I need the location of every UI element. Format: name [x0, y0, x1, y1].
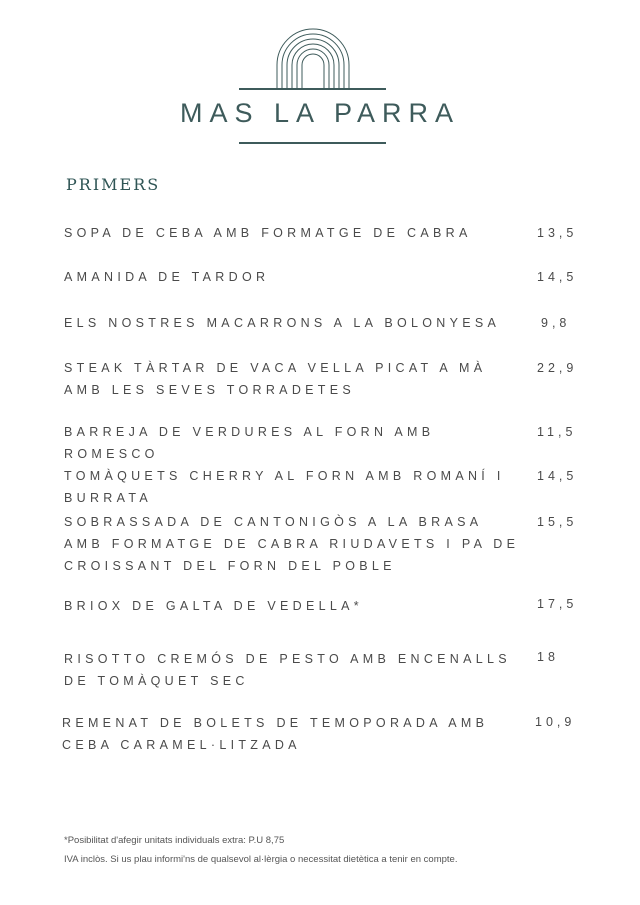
vat-note: IVA inclòs. Si us plau informi'ns de qualsevol al·lèrgia o necessitat dietètica a tenir en compte.	[64, 854, 458, 865]
section-title: PRIMERS	[66, 175, 161, 194]
menu-item-name: SOBRASSADA DE CANTONIGÒS A LA BRASA AMB FORMATGE DE CABRA RIUDAVETS I PA DE CROISSANT DEL FORN DEL POBLE	[64, 515, 520, 573]
brand-name: MAS LA PARRA	[179, 98, 461, 128]
menu-item-price: 13,5	[537, 226, 578, 240]
menu-item-price: 22,9	[537, 361, 578, 375]
menu-item-name: STEAK TÀRTAR DE VACA VELLA PICAT A MÀ AMB LES SEVES TORRADETES	[64, 361, 487, 397]
menu-item-price: 17,5	[537, 597, 578, 611]
menu-item-price: 14,5	[537, 469, 578, 483]
menu-item-price: 11,5	[537, 425, 577, 439]
menu-item-price: 14,5	[537, 270, 578, 284]
extra-note: *Posibilitat d'afegir unitats individuals extra: P.U 8,75	[64, 835, 285, 846]
menu-item-price: 10,9	[535, 715, 576, 729]
menu-item-price: 9,8	[541, 316, 571, 330]
menu-item-name: RISOTTO CREMÓS DE PESTO AMB ENCENALLS DE TOMÀQUET SEC	[64, 652, 511, 688]
menu-item-name: REMENAT DE BOLETS DE TEMOPORADA AMB CEBA CARAMEL·LITZADA	[62, 716, 489, 752]
menu-item-name: BARREJA DE VERDURES AL FORN AMB ROMESCO	[64, 425, 435, 461]
menu-item-name: SOPA DE CEBA AMB FORMATGE DE CABRA	[64, 226, 472, 240]
menu-item-name: AMANIDA DE TARDOR	[64, 270, 270, 284]
menu-item-name: TOMÀQUETS CHERRY AL FORN AMB ROMANÍ I BURRATA	[64, 469, 505, 505]
menu-item-name: BRIOX DE GALTA DE VEDELLA*	[64, 599, 363, 613]
menu-item-price: 15,5	[537, 515, 578, 529]
menu-item-price: 18	[537, 650, 559, 664]
arch-logo-icon	[0, 0, 640, 160]
menu-item-name: ELS NOSTRES MACARRONS A LA BOLONYESA	[64, 316, 501, 330]
